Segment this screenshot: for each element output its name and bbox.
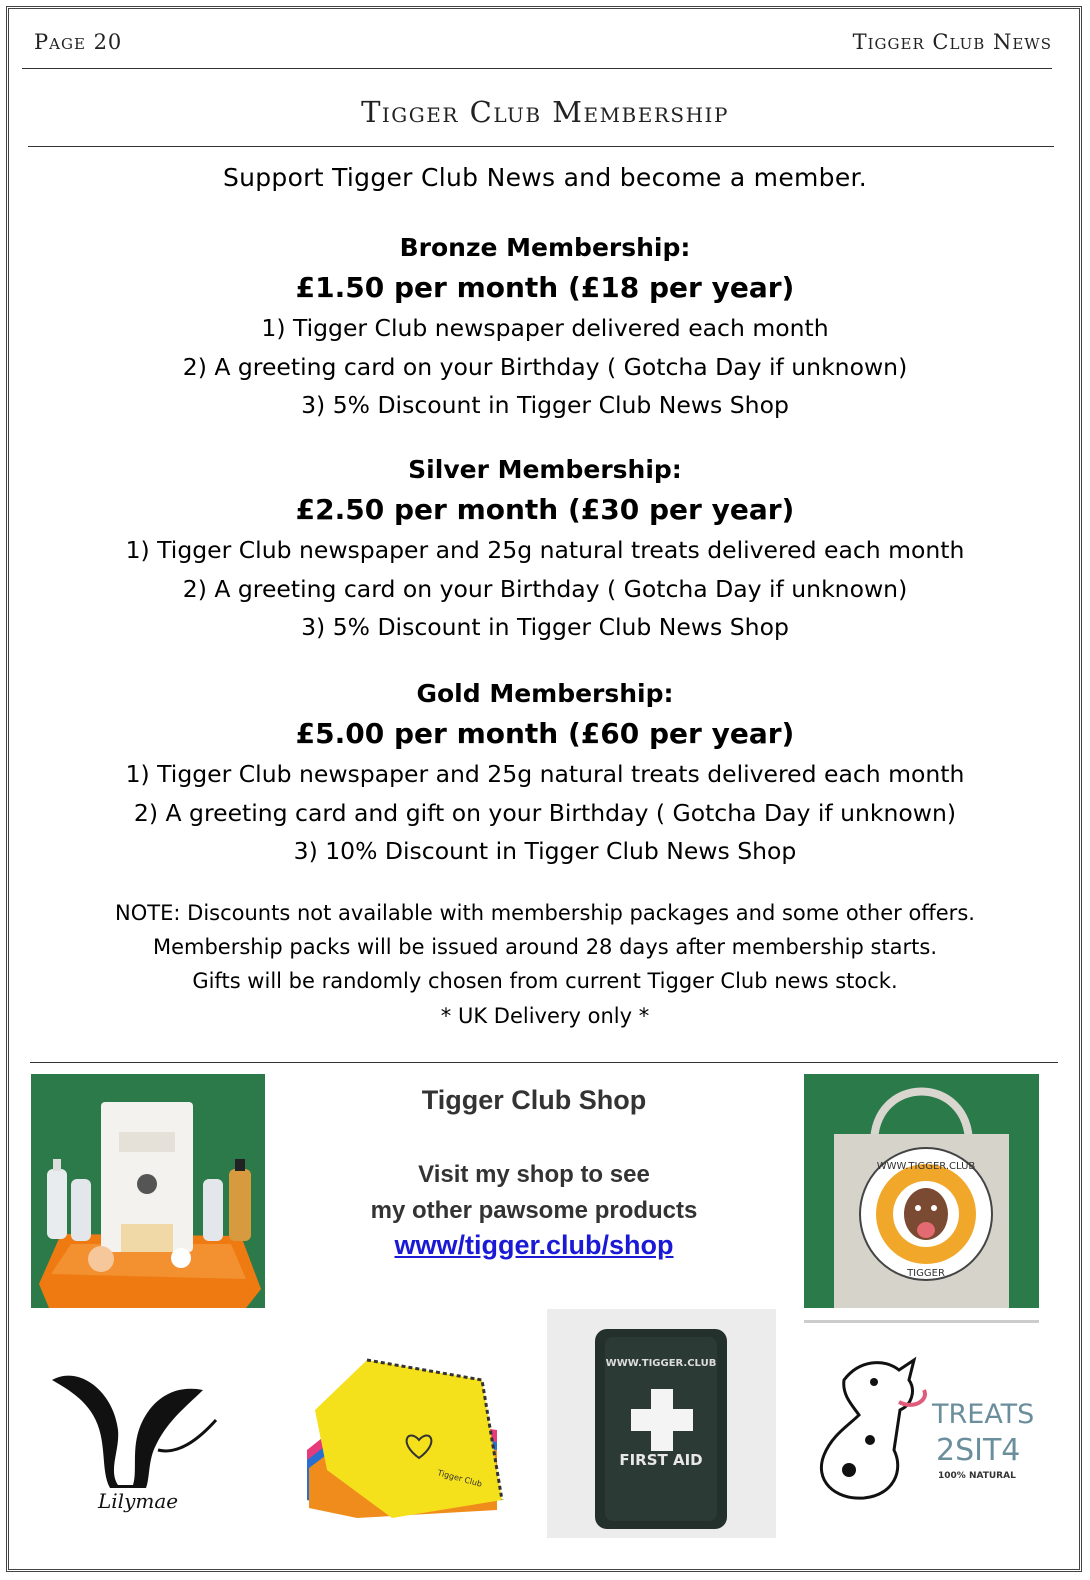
silver-tier — [0, 450, 1090, 646]
shop-title: Tigger Club Shop — [421, 1085, 647, 1115]
tote-bag-image — [804, 1074, 1039, 1308]
lilymae-logo — [38, 1360, 228, 1520]
kit-brand: WWW.TIGGER.CLUB — [605, 1358, 717, 1369]
tier-name: Silver Membership: — [408, 455, 682, 484]
header-rule — [22, 68, 1052, 69]
first-aid-kit-photo — [547, 1309, 776, 1538]
note-line: Gifts will be randomly chosen from current Tigger Club news stock. — [192, 969, 898, 993]
benefit-item: 1) Tigger Club newspaper delivered each month — [261, 314, 829, 342]
shop-rule — [30, 1062, 1058, 1063]
benefit-item: 1) Tigger Club newspaper and 25g natural treats delivered each month — [125, 536, 965, 564]
benefit-item: 3) 5% Discount in Tigger Club News Shop — [301, 613, 789, 641]
towels-photo — [297, 1350, 507, 1520]
publication-name: Tigger Club News — [852, 30, 1052, 54]
first-aid-kit-image — [547, 1309, 776, 1538]
page-number: Page 20 — [34, 30, 123, 54]
benefit-item: 2) A greeting card and gift on your Birthday ( Gotcha Day if unknown) — [133, 799, 957, 827]
note-text: Discounts not available with membership packages and some other offers. — [187, 901, 975, 925]
bag-text-bottom: TIGGER — [907, 1268, 945, 1279]
benefit-item: 1) Tigger Club newspaper and 25g natural treats delivered each month — [125, 760, 965, 788]
towels-image — [297, 1350, 507, 1520]
bronze-tier — [0, 228, 1090, 424]
lilymae-logo-image — [38, 1360, 228, 1520]
treats-logo-image — [804, 1320, 1039, 1520]
benefit-item: 3) 5% Discount in Tigger Club News Shop — [301, 391, 789, 419]
note-line: Membership packs will be issued around 28 days after membership starts. — [152, 935, 938, 959]
note-label: NOTE: — [115, 901, 181, 925]
treats-text: TREATS — [932, 1399, 1035, 1430]
kit-label: FIRST AID — [619, 1451, 703, 1469]
uk-delivery-note: * UK Delivery only * — [440, 1004, 650, 1028]
tier-price: £2.50 per month (£30 per year) — [295, 493, 795, 526]
treats-2sit4-text: 2SIT4 — [936, 1433, 1021, 1468]
shop-description — [274, 1157, 794, 1229]
tier-price: £5.00 per month (£60 per year) — [295, 717, 795, 750]
note-line — [0, 896, 1090, 930]
lilymae-text: Lilymae — [98, 1489, 179, 1513]
benefit-item: 2) A greeting card on your Birthday ( Gotcha Day if unknown) — [182, 353, 908, 381]
benefit-item: 3) 10% Discount in Tigger Club News Shop — [293, 837, 797, 865]
benefit-item: 2) A greeting card on your Birthday ( Gotcha Day if unknown) — [182, 575, 908, 603]
shop-line: Visit my shop to see — [418, 1161, 650, 1188]
towel-text: Tigger Club — [436, 1468, 483, 1489]
treats-logo — [804, 1320, 1039, 1520]
intro-text: Support Tigger Club News and become a member. — [222, 163, 868, 192]
tier-name: Gold Membership: — [416, 679, 674, 708]
grooming-kit-image — [31, 1074, 265, 1308]
title-rule — [28, 146, 1054, 147]
tote-bag-photo — [804, 1074, 1039, 1308]
grooming-kit-photo — [31, 1074, 265, 1308]
membership-content — [0, 158, 1090, 1034]
note-section — [0, 896, 1090, 1034]
tier-name: Bronze Membership: — [399, 233, 691, 262]
gold-tier — [0, 674, 1090, 870]
page-title: Tigger Club Membership — [361, 95, 729, 129]
shop-line: my other pawsome products — [370, 1197, 698, 1224]
bag-text-top: WWW.TIGGER.CLUB — [876, 1161, 976, 1172]
treats-natural-text: 100% NATURAL — [938, 1471, 1016, 1481]
tier-price: £1.50 per month (£18 per year) — [295, 271, 795, 304]
treats-logo-rule — [804, 1320, 1039, 1323]
shop-link[interactable]: www/tigger.club/shop — [394, 1230, 674, 1260]
